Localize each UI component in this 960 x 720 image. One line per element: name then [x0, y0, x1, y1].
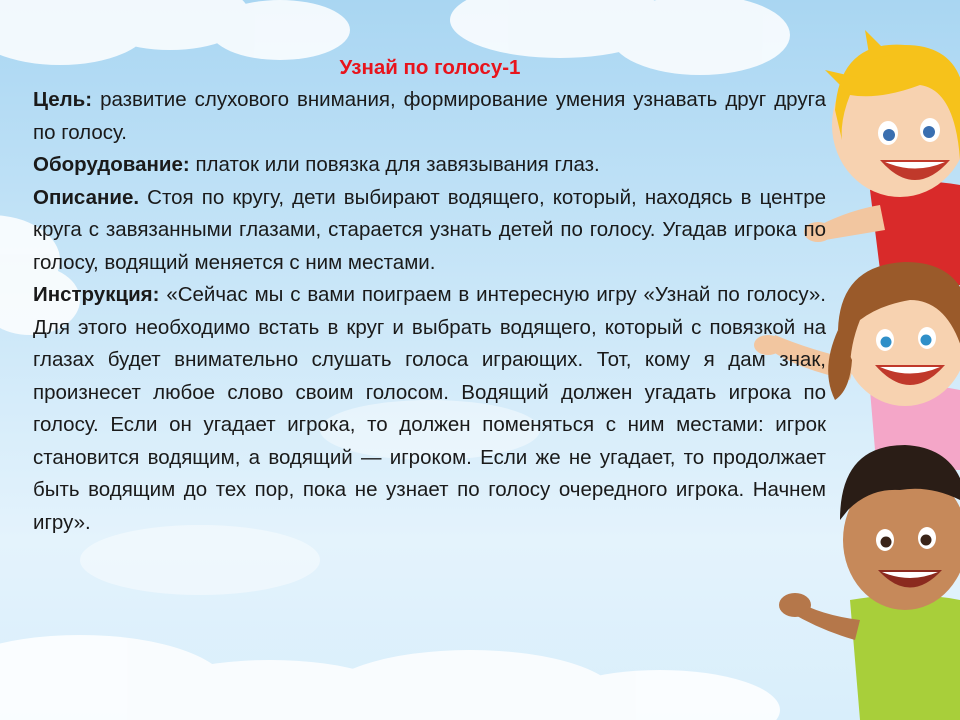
description-paragraph: [33, 182, 826, 280]
instruction-text: «Сейчас мы с вами поиграем в интересную игру «Узнай по голосу». Для этого необходимо встать в круг и выбрать водящего, который с повязкой на глазах будет внимательно слушать голоса играющих. Тот, кому я дам знак, произнесет любое слово своим голосом. Водящий должен угадать игрока по голосу. Если он угадает игрока, то должен поменяться с ним местами: игрок становится водящим, а водящий — игроком. Если же не угадает, то продолжает быть водящим до тех пор, пока не узнает по голосу очередного игрока. Начнем игру».: [33, 283, 826, 534]
equipment-paragraph: [33, 149, 826, 182]
description-text: Стоя по кругу, дети выбирают водящего, который, находясь в центре круга с завязанными глазами, старается узнать детей по голосу. Угадав игрока по голосу, водящий меняется с ним местами.: [33, 185, 826, 274]
boy-blond-icon: [804, 30, 960, 286]
instruction-paragraph: [33, 279, 826, 539]
instruction-label: Инструкция:: [33, 283, 160, 306]
goal-text: развитие слухового внимания, формирование умения узнавать друг друга по голосу.: [33, 88, 826, 144]
goal-paragraph: [33, 84, 826, 149]
equipment-label: Оборудование:: [33, 153, 190, 176]
goal-label: Цель:: [33, 88, 93, 111]
activity-card: [33, 52, 826, 539]
page-title: Узнай по голосу-1: [339, 56, 521, 79]
description-label: Описание.: [33, 185, 140, 209]
equipment-text: платок или повязка для завязывания глаз.: [189, 153, 600, 176]
